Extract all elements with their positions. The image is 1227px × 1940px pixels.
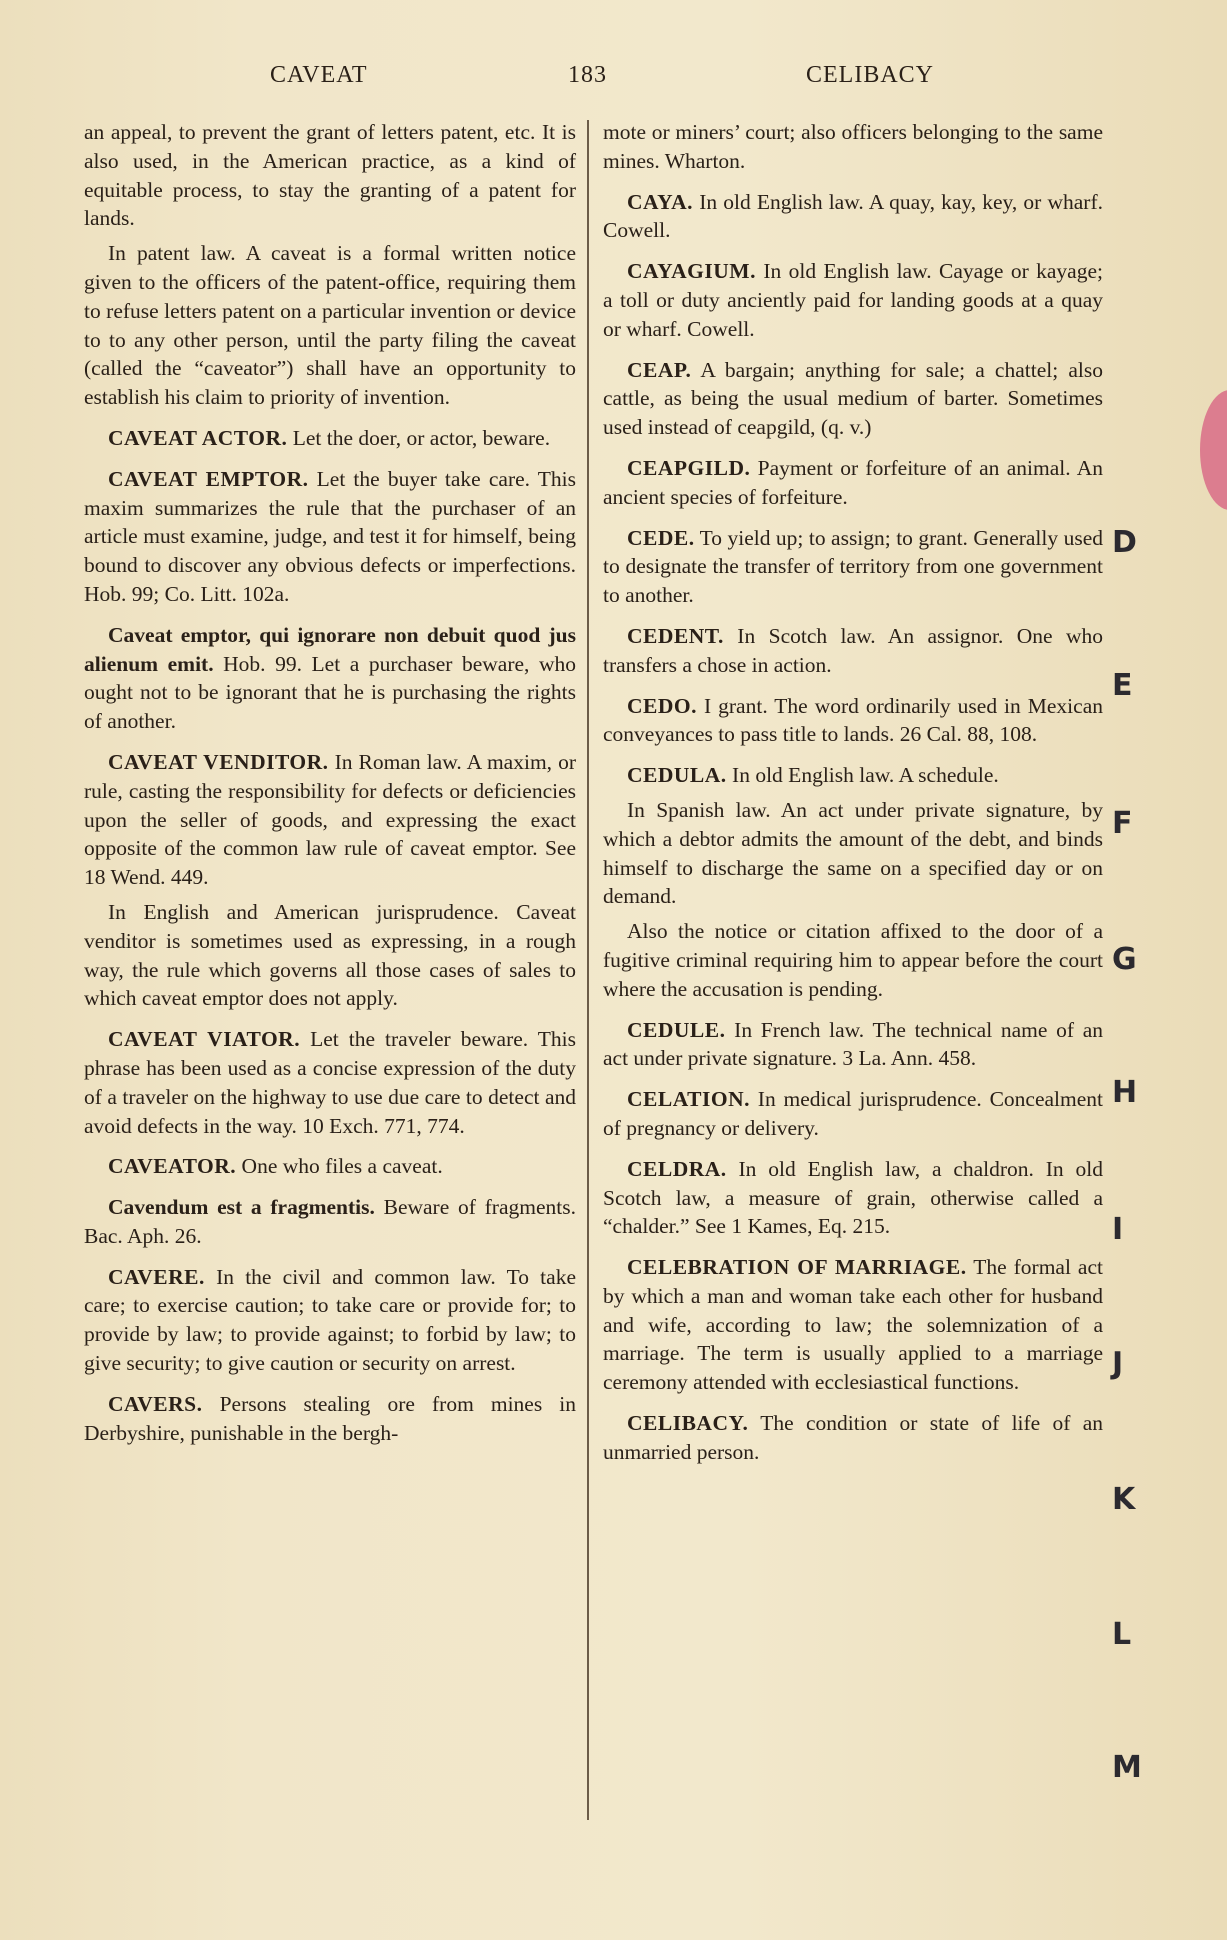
entry-subsection (603, 796, 1103, 911)
entry-text: The condition or state of life of an unmarried person. (603, 1411, 1103, 1464)
entry-headword: CAVEAT VENDITOR. (108, 749, 329, 774)
thumb-index-k[interactable]: K (1112, 1482, 1136, 1517)
entry-text: I grant. The word ordinarily used in Mexican conveyances to pass title to lands. 26 Cal. 88, 108. (603, 693, 1103, 747)
thumb-index-e[interactable]: E (1112, 668, 1133, 703)
entry-headword: CELATION. (627, 1087, 750, 1112)
header-right-guideword: CELIBACY (806, 62, 934, 88)
entry-text: In old English law. A schedule. (726, 763, 999, 788)
entry-text: Also the notice or citation affixed to the door of a fugitive criminal requiring him to appear before the court where the accusation is pending. (603, 919, 1103, 1001)
pink-ribbon-mark (1200, 390, 1227, 510)
entry-headword: CAVEAT VIATOR. (108, 1027, 301, 1052)
entry-text: Persons stealing ore from mines in Derbyshire, punishable in the bergh- (84, 1391, 576, 1445)
entry-continuation (603, 118, 1103, 176)
entry-text: In Roman law. A maxim, or rule, casting the responsibility for defects or deficiencies upon the seller of goods, and expressing the exact opposite of the common law rule of caveat emptor. See 18 Wend. 449. (84, 749, 576, 890)
entry-text: In French law. The technical name of an act under private signature. 3 La. Ann. 458. (603, 1017, 1103, 1071)
entry-text: In old English law, a chaldron. In old Scotch law, a measure of grain, otherwise called a “chalder.” See 1 Kames, Eq. 215. (603, 1156, 1103, 1239)
entry-text: In the civil and common law. To take care; to exercise caution; to take care or provide for; to provide by law; to provide against; to forbid by law; to give security; to give caution or security on arrest. (84, 1264, 576, 1376)
entry-text: The formal act by which a man and woman take each other for husband and wife, according to law; the solemnization of a marriage. The term is usually applied to a marriage ceremony attended with ecclesiastical functions. (603, 1255, 1103, 1395)
entry-subsection (603, 917, 1103, 1003)
entry-headword: CAVEATOR. (108, 1154, 237, 1179)
entry-headword: CAVEAT ACTOR. (108, 425, 288, 450)
entry-text: To yield up; to assign; to grant. Generally used to designate the transfer of territory from one government to another. (603, 525, 1103, 608)
entry-ceapgild (603, 454, 1103, 512)
entry-ceap (603, 356, 1103, 442)
entry-text: In Spanish law. An act under private signature, by which a debtor admits the amount of the debt, and binds himself to discharge the same on a specified day or on demand. (603, 797, 1103, 909)
entry-headword: CEDENT. (627, 623, 724, 648)
entry-text: In patent law. A caveat is a formal written notice given to the officers of the patent-office, requiring them to refuse letters patent on a particular invention or device to to any other person, until the party filing the caveat (called the “caveator”) shall have an opportunity to establish his claim to priority of invention. (84, 241, 576, 410)
entry-subsection (84, 239, 576, 412)
left-column (84, 118, 576, 1459)
thumb-index-f[interactable]: F (1112, 806, 1133, 841)
entry-headword: Caveat emptor, qui ignorare non debuit quod jus alienum emit. (84, 622, 576, 676)
entry-text: mote or miners’ court; also officers belonging to the same mines. Wharton. (603, 120, 1103, 173)
thumb-index-g[interactable]: G (1112, 942, 1137, 977)
entry-text: In Scotch law. An assignor. One who transfers a chose in action. (603, 623, 1103, 677)
thumb-index-d[interactable]: D (1112, 525, 1137, 560)
thumb-index-h[interactable]: H (1112, 1075, 1138, 1110)
entry-headword: CELIBACY. (627, 1411, 749, 1436)
entry-headword: CEDULE. (627, 1017, 726, 1042)
entry-cayagium (603, 257, 1103, 343)
entry-headword: CAVERE. (108, 1264, 205, 1289)
entry-text: One who files a caveat. (236, 1154, 443, 1179)
entry-headword: CEDO. (627, 693, 697, 718)
entry-headword: CELDRA. (627, 1156, 727, 1181)
entry-text: In old English law. Cayage or kayage; a toll or duty anciently paid for landing goods at a quay or wharf. Cowell. (603, 259, 1103, 341)
entry-text: In old English law. A quay, kay, key, or wharf. Cowell. (603, 189, 1103, 243)
entry-headword: CEAP. (627, 357, 692, 382)
entry-headword: CAYA. (627, 189, 694, 214)
page-number: 183 (568, 62, 607, 88)
entry-headword: CEDULA. (627, 763, 727, 788)
entry-cavers (84, 1390, 576, 1448)
entry-cedo (603, 692, 1103, 750)
entry-headword: CEDE. (627, 525, 695, 550)
entry-text: A bargain; anything for sale; a chattel; also cattle, as being the usual medium of barter. Sometimes used instead of ceapgild, (q. v.) (603, 357, 1103, 440)
entry-caveator (84, 1152, 576, 1181)
right-column (603, 118, 1103, 1479)
header-left-guideword: CAVEAT (270, 62, 368, 88)
entry-headword: CAYAGIUM. (627, 259, 756, 284)
entry-cedula (603, 761, 1103, 790)
entry-headword: Cavendum est a fragmentis. (108, 1195, 375, 1220)
entry-celibacy (603, 1409, 1103, 1467)
entry-maxim-caveat-emptor (84, 621, 576, 736)
entry-text: Let the buyer take care. This maxim summarizes the rule that the purchaser of an article must examine, judge, and test it for himself, being bound to discover any obvious defects or imperfections. Hob. 99; Co. Litt. 102a. (84, 466, 576, 606)
entry-caveat-venditor (84, 748, 576, 892)
entry-text: Let the doer, or actor, beware. (287, 425, 551, 450)
entry-cavendum (84, 1193, 576, 1251)
entry-caveat-viator (84, 1025, 576, 1140)
entry-celdra (603, 1155, 1103, 1241)
entry-text: Let the traveler beware. This phrase has been used as a concise expression of the duty of a traveler on the highway to use due care to detect and avoid defects in the way. 10 Exch. 771, 774. (84, 1027, 577, 1138)
thumb-index-j[interactable]: J (1112, 1346, 1124, 1381)
thumb-index-m[interactable]: M (1112, 1750, 1142, 1785)
thumb-index-i[interactable]: I (1112, 1212, 1124, 1247)
entry-headword: CAVEAT EMPTOR. (108, 466, 309, 491)
entry-celation (603, 1085, 1103, 1143)
entry-headword: CAVERS. (108, 1391, 203, 1416)
entry-celebration-of-marriage (603, 1253, 1103, 1397)
entry-headword: CEAPGILD. (627, 455, 751, 480)
entry-cede (603, 524, 1103, 610)
entry-caveat-actor (84, 424, 576, 453)
entry-text: Hob. 99. Let a purchaser beware, who ought not to be ignorant that he is purchasing the rights of another. (84, 651, 577, 734)
entry-continuation (84, 118, 576, 233)
thumb-index-l[interactable]: L (1112, 1617, 1132, 1652)
entry-cedent (603, 622, 1103, 680)
entry-subsection (84, 898, 576, 1013)
entry-text: In medical jurisprudence. Concealment of pregnancy or delivery. (603, 1087, 1103, 1140)
entry-text: Beware of fragments. Bac. Aph. 26. (84, 1195, 576, 1248)
entry-caya (603, 188, 1103, 246)
entry-text: In English and American jurisprudence. Caveat venditor is sometimes used as expressing, in a rough way, the rule which governs all those cases of sales to which caveat emptor does not apply. (84, 899, 576, 1011)
entry-text: an appeal, to prevent the grant of letters patent, etc. It is also used, in the American practice, as a kind of equitable process, to stay the granting of a patent for lands. (84, 120, 576, 231)
entry-cavere (84, 1263, 576, 1378)
entry-cedule (603, 1016, 1103, 1074)
column-divider (587, 120, 589, 1820)
entry-caveat-emptor (84, 465, 576, 609)
entry-text: Payment or forfeiture of an animal. An ancient species of forfeiture. (603, 455, 1103, 509)
entry-headword: CELEBRATION OF MARRIAGE. (627, 1255, 967, 1280)
running-header (84, 62, 954, 98)
